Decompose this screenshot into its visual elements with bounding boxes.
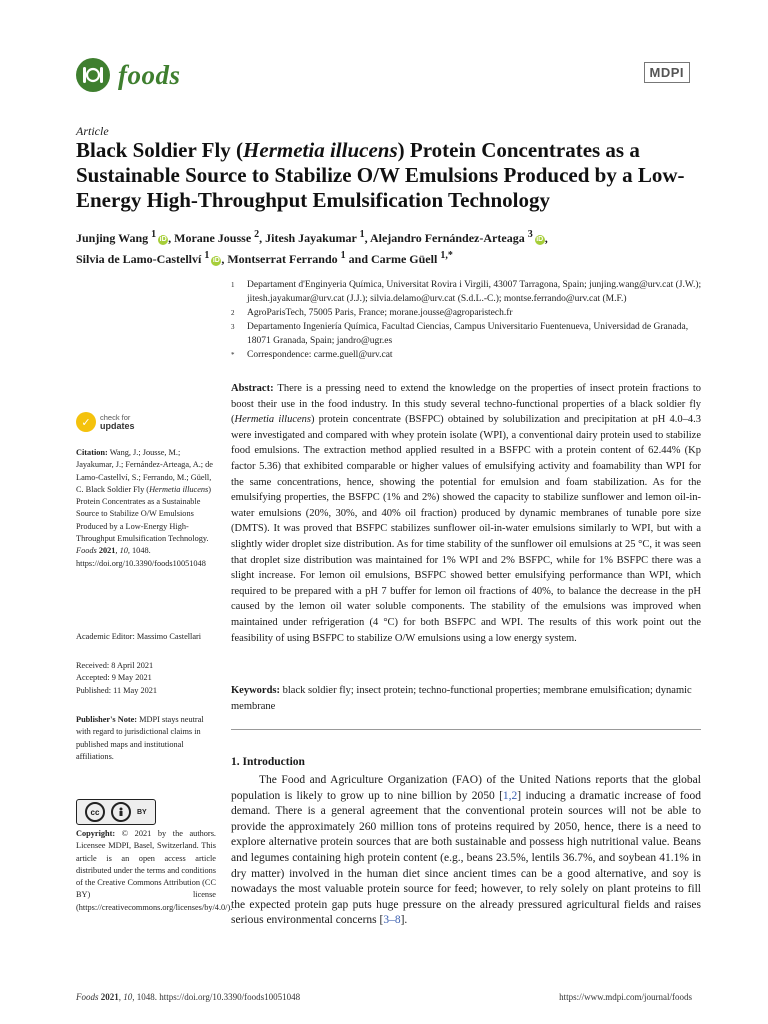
affiliation-item: 2 AgroParisTech, 75005 Paris, France; morane.jousse@agroparistech.fr xyxy=(231,308,513,318)
journal-logo[interactable] xyxy=(76,58,181,92)
article-title: Black Soldier Fly (Hermetia illucens) Protein Concentrates as a Sustainable Source to Stabilize O/W Emulsions Produced by a Low-Energy High-Throughput Emulsification Technology xyxy=(76,138,685,212)
article-type: Article xyxy=(76,124,109,138)
by-label: BY xyxy=(137,808,147,816)
page-footer xyxy=(76,992,692,1002)
journal-url-link[interactable]: https://www.mdpi.com/journal/foods xyxy=(559,992,692,1002)
publisher-note: Publisher's Note: MDPI stays neutral with regard to jurisdictional claims in published maps and institutional affiliations. xyxy=(76,715,204,761)
author-list: Junjing Wang $^1$ iD , Morane Jousse $^2$, Jitesh Jayakumar $^1$, Alejandro Fernández-Arteaga $^3$ iD , Silvia de Lamo-Castellví $^1$ iD , Montserrat Ferrando $^1$ and Carme Güell $^{1,*}$ xyxy=(76,229,548,266)
citation-link[interactable]: 1,2 xyxy=(502,789,518,802)
copyright-notice: Copyright: © 2021 by the authors. Licensee MDPI, Basel, Switzerland. This article is an open access article distributed under the terms and conditions of the Creative Commons Attribution (CC BY) license (https://creativecommons.org/licenses/by/4.0/). xyxy=(76,829,233,912)
published-date: Published: 11 May 2021 xyxy=(76,685,158,695)
orcid-icon[interactable]: iD xyxy=(212,257,220,264)
creative-commons-icon: cc xyxy=(85,802,105,822)
cc-by-license-badge[interactable] xyxy=(76,799,156,825)
attribution-icon xyxy=(111,802,131,822)
abstract: Abstract: There is a pressing need to extend the knowledge on the properties of insect protein fractions to boost their use in the food industry. In this study several techno-functional properties of a black soldier fly (Hermetia illucens) protein concentrate (BSFPC) obtained by solubilization and precipitation at pH 4.0–4.3 were investigated and compared with whey protein isolate (WPI), a conventional dairy protein used to stabilize food emulsions. The extraction method applied resulted in a BSFPC with a protein content of 62.44% (Kp factor 5.36) that exhibited comparable or higher values of emulsifying activity and foamability than WPI for the same concentrations, hence, showing the potential for emulsion and foam stabilization. As for the emulsifying properties, the BSFPC (1% and 2%) showed the capacity to stabilize sunflower and lemon oil-in-water emulsions (20%, 30%, and 40% oil fraction) produced by dynamic membranes of tunable pore size (DMTS). It was proved that BSFPC stabilizes sunflower oil-in-water emulsions similarly to WPI, but with a slightly wider droplet size distribution. As for time stability of the sunflower oil emulsions at 25 °C, it was seen that droplet size distribution was maintained for 1% WPI and 2% BSFPC, while for 1% BSFPC there was a slight increase. For lemon oil emulsions, BSFPC showed better emulsifying performance than WPI, which required to be prepared with a pH 7 buffer for lemon oil fractions of 40%, to balance the decrease in the pH caused by the lemon oil water soluble components. The stability of the emulsions was improved when maintained under refrigeration (4 °C) for both BSFPC and WPI. The results of this work point out the feasibility of using BSFPC to stabilize O/W emulsions using a low energy system. xyxy=(231,383,701,644)
orcid-icon[interactable]: iD xyxy=(536,236,544,243)
footer-citation: Foods 2021, 10, 1048. https://doi.org/10.3390/foods10051048 xyxy=(76,992,301,1002)
accepted-date: Accepted: 9 May 2021 xyxy=(76,673,152,683)
affiliations xyxy=(231,278,711,362)
keywords: Keywords: black soldier fly; insect protein; techno-functional properties; membrane emulsification; dynamic membrane xyxy=(231,685,692,712)
check-for-updates-button[interactable]: ✓ check for updates xyxy=(76,412,135,432)
affiliation-item: 3 Departamento Ingeniería Química, Facultad Ciencias, Campus Universitario Fuentenueva, Universidad de Granada, 18071 Granada, Spain; jandro@ugr.es xyxy=(231,322,689,346)
affiliation-item: 1 Departament d'Enginyeria Química, Universitat Rovira i Virgili, 43007 Tarragona, Spain; junjing.wang@urv.cat (J.W.); jitesh.jayakumar@urv.cat (J.J.); silvia.delamo@urv.cat (S.d.L.-C.); montse.ferrando@urv.cat (M.F.) xyxy=(231,280,702,304)
academic-editor: Academic Editor: Massimo Castellari xyxy=(76,632,202,641)
citation-link[interactable]: 3–8 xyxy=(383,914,401,927)
orcid-icon[interactable]: iD xyxy=(159,236,167,243)
mdpi-logo-text: MDPI xyxy=(644,62,691,83)
received-date: Received: 8 April 2021 xyxy=(76,661,154,670)
section-divider xyxy=(231,729,701,730)
dates xyxy=(76,660,216,697)
citation-block: Citation: Wang, J.; Jousse, M.; Jayakumar, J.; Fernández-Arteaga, A.; de Lamo-Castellví, S.; Ferrando, M.; Güell, C. Black Soldier Fly (Hermetia illucens) Protein Concentrates as a Sustainable Source to Stabilize O/W Emulsions Produced by a Low-Energy High-Throughput Emulsification Technology. Foods 2021, 10, 1048. https://doi.org/10.3390/foods10051048 xyxy=(76,448,213,568)
check-updates-icon: ✓ xyxy=(76,412,96,432)
affiliation-item: * Correspondence: carme.guell@urv.cat xyxy=(231,350,393,360)
introduction-body: The Food and Agriculture Organization (FAO) of the United Nations reports that the global population is likely to grow up to nine billion by 2050 [1,2] inducing a dramatic increase of food demand. There is a general agreement that the conventional protein sources will not be able to provide the approximately 260 million tons of proteins required by 2050, hence, there is a need to explore alternative protein sources that are both sustainable and possess high nutritional value. Beans and legumes containing high protein content (e.g., beans 23.5%, lentils 36.7%, and soybean 41.1% in dry matter) involved in the human diet since ancient times can be a good alternative, and soy is nowadays the most valuable protein source for feed; however, to rely solely on plant proteins to fill the expected protein gap puts huge pressure on the already pressured agricultural fields and raises serious environmental concerns [3–8]. xyxy=(231,774,702,927)
journal-name: foods xyxy=(118,59,181,90)
foods-logo-icon xyxy=(76,58,110,92)
publisher-logo[interactable] xyxy=(644,62,691,83)
introduction-heading: 1. Introduction xyxy=(231,756,305,768)
